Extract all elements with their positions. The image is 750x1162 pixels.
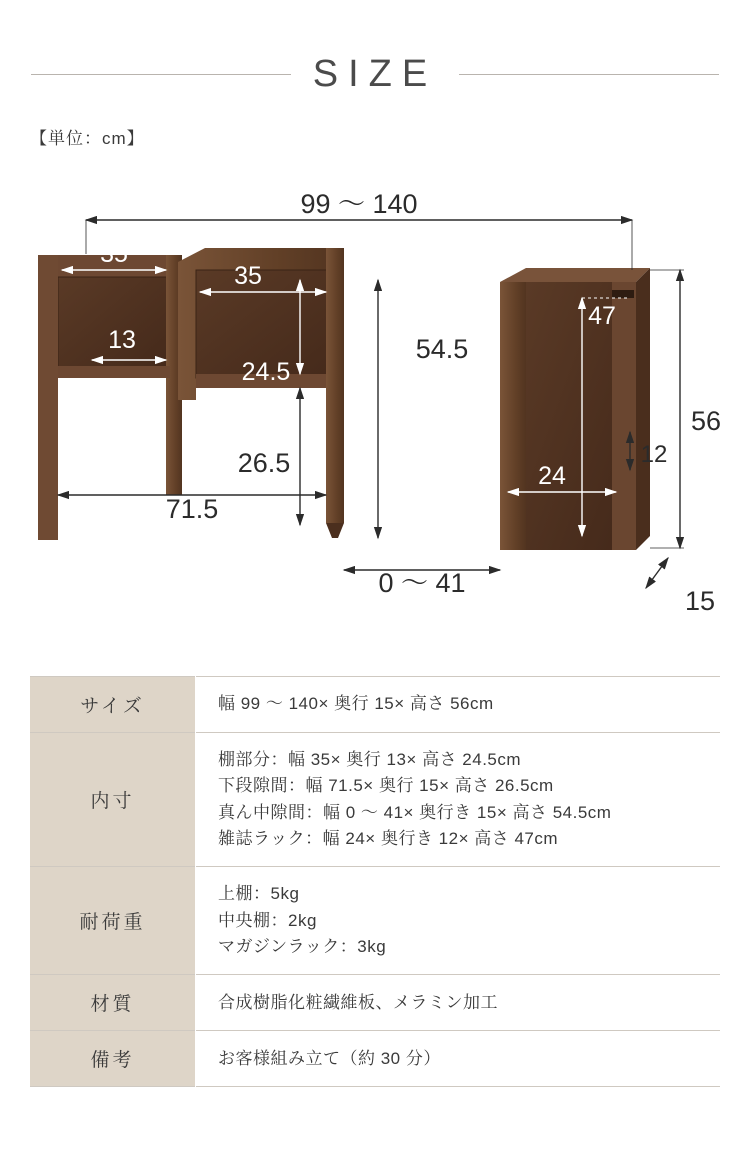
label-mid-gap-height: 54.5 (415, 334, 469, 364)
label-shelf-width-mid: 35 (234, 262, 262, 290)
label-total-width: 99 〜 140 (300, 189, 418, 219)
label-mid-gap-width: 0 〜 41 (378, 568, 466, 598)
label-lower-gap-width: 71.5 (165, 494, 219, 524)
spec-value-inner (196, 733, 721, 867)
unit-note: 【単位：cm】 (30, 129, 145, 148)
spec-line: 上棚：5kg (218, 884, 300, 904)
spec-line: 下段隙間：幅 71.5× 奥行 15× 高さ 26.5cm (218, 776, 554, 796)
spec-line: マガジンラック：3kg (218, 937, 387, 957)
spec-value-size (196, 677, 721, 733)
label-shelf-depth: 13 (108, 326, 136, 354)
furniture-illustration (38, 248, 650, 550)
label-total-height: 56 (690, 406, 722, 436)
spec-value-material (196, 975, 721, 1031)
spec-line: お客様組み立て（約 30 分） (218, 1048, 441, 1068)
table-row (30, 1031, 720, 1087)
spec-line: 中央棚：2kg (218, 910, 317, 930)
label-shelf-height: 24.5 (241, 358, 291, 386)
spec-line: 合成樹脂化粧繊維板、メラミン加工 (218, 992, 498, 1012)
spec-table (30, 676, 720, 1087)
spec-label-inner: 内寸 (30, 733, 196, 867)
spec-label-size: サイズ (30, 677, 196, 733)
spec-label-material: 材質 (30, 975, 196, 1031)
spec-line: 棚部分：幅 35× 奥行 13× 高さ 24.5cm (218, 750, 522, 769)
label-shelf-width-left: 35 (100, 240, 128, 268)
label-rack-depth: 12 (640, 441, 668, 468)
spec-line: 雑誌ラック：幅 24× 奥行き 12× 高さ 47cm (218, 829, 559, 849)
label-lower-gap-height: 26.5 (237, 448, 291, 478)
spec-value-load (196, 867, 721, 975)
spec-value-notes (196, 1031, 721, 1087)
table-row (30, 867, 720, 975)
table-row (30, 975, 720, 1031)
spec-line: 幅 99 〜 140× 奥行 15× 高さ 56cm (218, 694, 494, 714)
spec-label-load: 耐荷重 (30, 867, 196, 975)
label-rack-height: 47 (588, 302, 616, 330)
dimension-diagram (0, 170, 750, 650)
label-total-depth: 15 (684, 586, 716, 616)
table-row (30, 733, 720, 867)
table-row (30, 677, 720, 733)
page-header (0, 46, 750, 102)
spec-label-notes: 備考 (30, 1031, 196, 1087)
header-rule-right (459, 74, 719, 75)
label-rack-width: 24 (538, 462, 566, 490)
header-rule-left (31, 74, 291, 75)
page-title: SIZE (312, 52, 438, 95)
spec-line: 真ん中隙間：幅 0 〜 41× 奥行き 15× 高さ 54.5cm (218, 802, 612, 822)
